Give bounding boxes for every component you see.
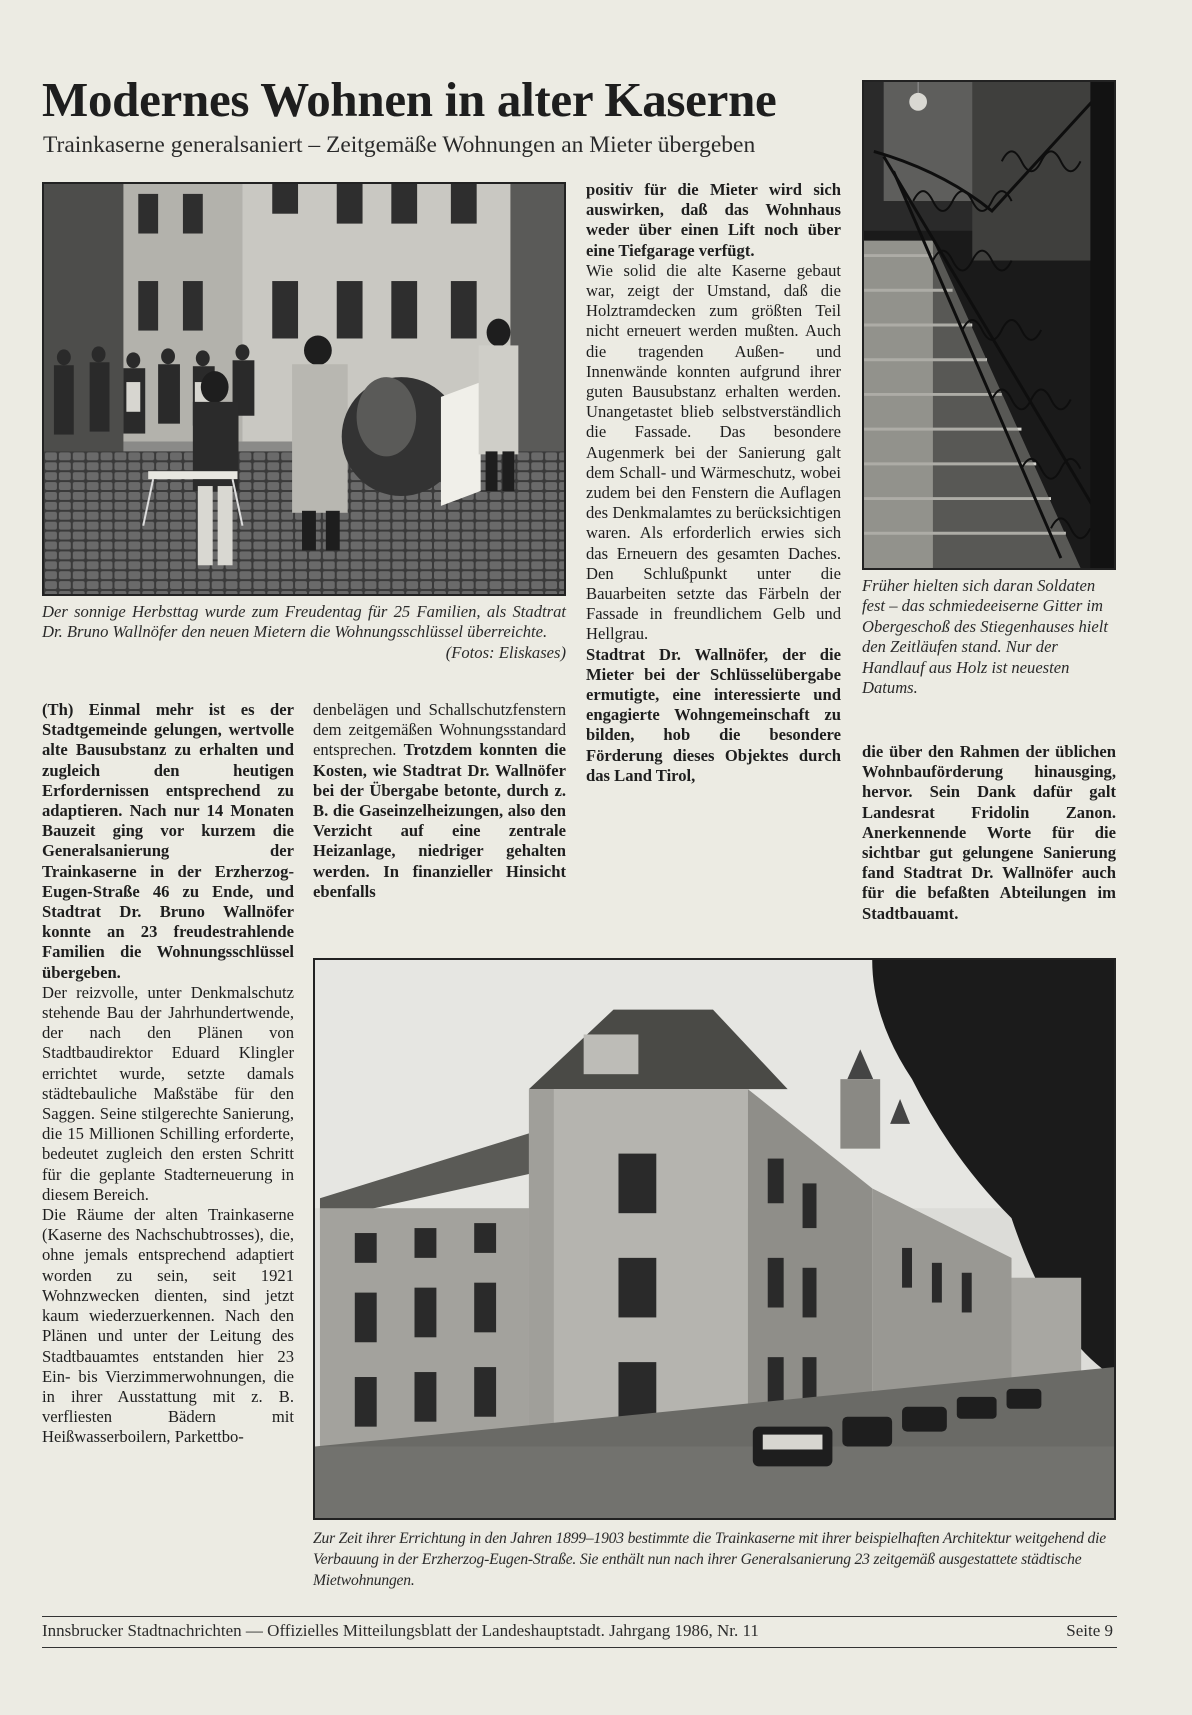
subheadline: Trainkaserne generalsaniert – Zeitgemäße Wohnungen an Mieter übergeben — [43, 132, 756, 158]
paragraph-bold-text: Trotzdem konnten die Kosten, wie Stadtrat Dr. Wallnöfer bei der Übergabe betonte, durch z. B. die Gaseinzelheizungen, also den Verzicht auf eine zentrale Heizanlage, niedriger gehalten werden. In finanzieller Hinsicht ebenfalls — [313, 740, 566, 901]
building-photo — [313, 958, 1116, 1520]
page-footer — [42, 1616, 1117, 1648]
handover-caption-text: Der sonnige Herbsttag wurde zum Freudentag für 25 Familien, als Stadtrat Dr. Bruno Wallnöfer den neuen Mietern die Wohnungsschlüssel überreichte. — [42, 602, 566, 642]
staircase-caption: Früher hielten sich daran Soldaten fest – das schmiedeeiserne Gitter im Obergeschoß des Stiegenhauses hielt den Zeitläufen stand. Nur der Handlauf aus Holz ist neuesten Datums. — [862, 576, 1108, 698]
page-number: Seite 9 — [1066, 1621, 1113, 1640]
paragraph-text: denbelägen und Schallschutzfenstern dem zeitgemäßen Wohnungsstandard entsprechen. — [313, 700, 566, 760]
column-3 — [586, 180, 841, 786]
paragraph: Der reizvolle, unter Denkmalschutz stehende Bau der Jahrhundertwende, der nach den Plänen von Stadtbaudirektor Eduard Klingler errichtet wurde, setzte damals städtebauliche Maßstäbe für den Saggen. Seine stilgerechte Sanierung, die 15 Millionen Schilling erforderte, bedeutet zugleich den ersten Schritt für die geplante Stadterneuerung in diesem Bereich. — [42, 982, 294, 1204]
paragraph: Die Räume der alten Trainkaserne (Kaserne des Nachschubtrosses), die, ohne jemals entsprechend adaptiert worden zu sein, seit 1921 Wohnzwecken dienten, sind jetzt kaum wiederzuerkennen. Nach den Plänen und unter der Leitung des Stadtbauamtes entstanden hier 23 Ein- bis Vierzimmerwohnungen, die in ihrer Ausstattung mit z. B. verfliesten Bädern mit Heißwasserboilern, Parkettbo- — [42, 1205, 294, 1447]
building-photo-image — [315, 960, 1114, 1518]
lead-paragraph: (Th) Einmal mehr ist es der Stadtgemeinde gelungen, wertvolle alte Bausubstanz zu erhalten und zugleich den heutigen Erfordernissen entsprechend zu adaptieren. Nach nur 14 Monaten Bauzeit ging vor kurzem die Generalsanierung der Trainkaserne in der Erzherzog-Eugen-Straße 46 zu Ende, und Stadtrat Dr. Bruno Wallnöfer konnte an 23 freudestrahlende Familien die Wohnungsschlüssel übergeben. — [42, 700, 294, 982]
paragraph — [313, 700, 566, 902]
handover-caption — [42, 602, 566, 663]
paragraph-bold: Stadtrat Dr. Wallnöfer, der die Mieter bei der Schlüsselübergabe ermutigte, eine interessierte und engagierte Wohngemeinschaft zu bilden, hob die besondere Förderung dieses Objektes durch das Land Tirol, — [586, 644, 841, 785]
publication-line: Innsbrucker Stadtnachrichten — Offizielles Mitteilungsblatt der Landeshauptstadt. Jahrgang 1986, Nr. 11 — [42, 1621, 759, 1640]
paragraph-bold: die über den Rahmen der üblichen Wohnbauförderung hinausging, hervor. Sein Dank dafür galt Landesrat Fridolin Zanon. Anerkennende Worte für die sichtbar gut gelungene Sanierung fand Stadtrat Dr. Wallnöfer auch für die befaßten Abteilungen im Stadtbauamt. — [862, 742, 1116, 923]
paragraph-bold: positiv für die Mieter wird sich auswirken, daß das Wohnhaus weder über einen Lift noch über eine Tiefgarage verfügt. — [586, 180, 841, 260]
handover-photo — [42, 182, 566, 596]
headline: Modernes Wohnen in alter Kaserne — [42, 72, 777, 127]
column-2 — [313, 700, 566, 902]
handover-photo-image — [44, 184, 564, 594]
staircase-photo — [862, 80, 1116, 570]
staircase-photo-image — [864, 82, 1114, 568]
photo-credit: (Fotos: Eliskases) — [445, 642, 566, 662]
building-caption: Zur Zeit ihrer Errichtung in den Jahren 1899–1903 bestimmte die Trainkaserne mit ihrer beispielhaften Architektur weitgehend die Verbauung in der Erzherzog-Eugen-Straße. Sie enthält nun nach ihrer Generalsanierung 23 zeitgemäß ausgestattete städtische Mietwohnungen. — [313, 1530, 1106, 1589]
column-1 — [42, 700, 294, 1448]
paragraph: Wie solid die alte Kaserne gebaut war, zeigt der Umstand, daß die Holztramdecken zum größten Teil nicht erneuert werden mußten. Auch die tragenden Außen- und Innenwände konnten aufgrund ihrer guten Bausubstanz erhalten werden. Unangetastet blieb selbstverständlich die Fassade. Das besondere Augenmerk bei der Sanierung galt dem Schall- und Wärmeschutz, wobei zudem bei den Fenstern die Auflagen des Denkmalamtes zu berücksichtigen waren. Als erforderlich erwies sich das Erneuern des gesamten Daches. Den Schlußpunkt unter die Bauarbeiten setzte das Färbeln der Fassade in freundlichem Gelb und Hellgrau. — [586, 260, 841, 644]
column-4 — [862, 742, 1116, 924]
